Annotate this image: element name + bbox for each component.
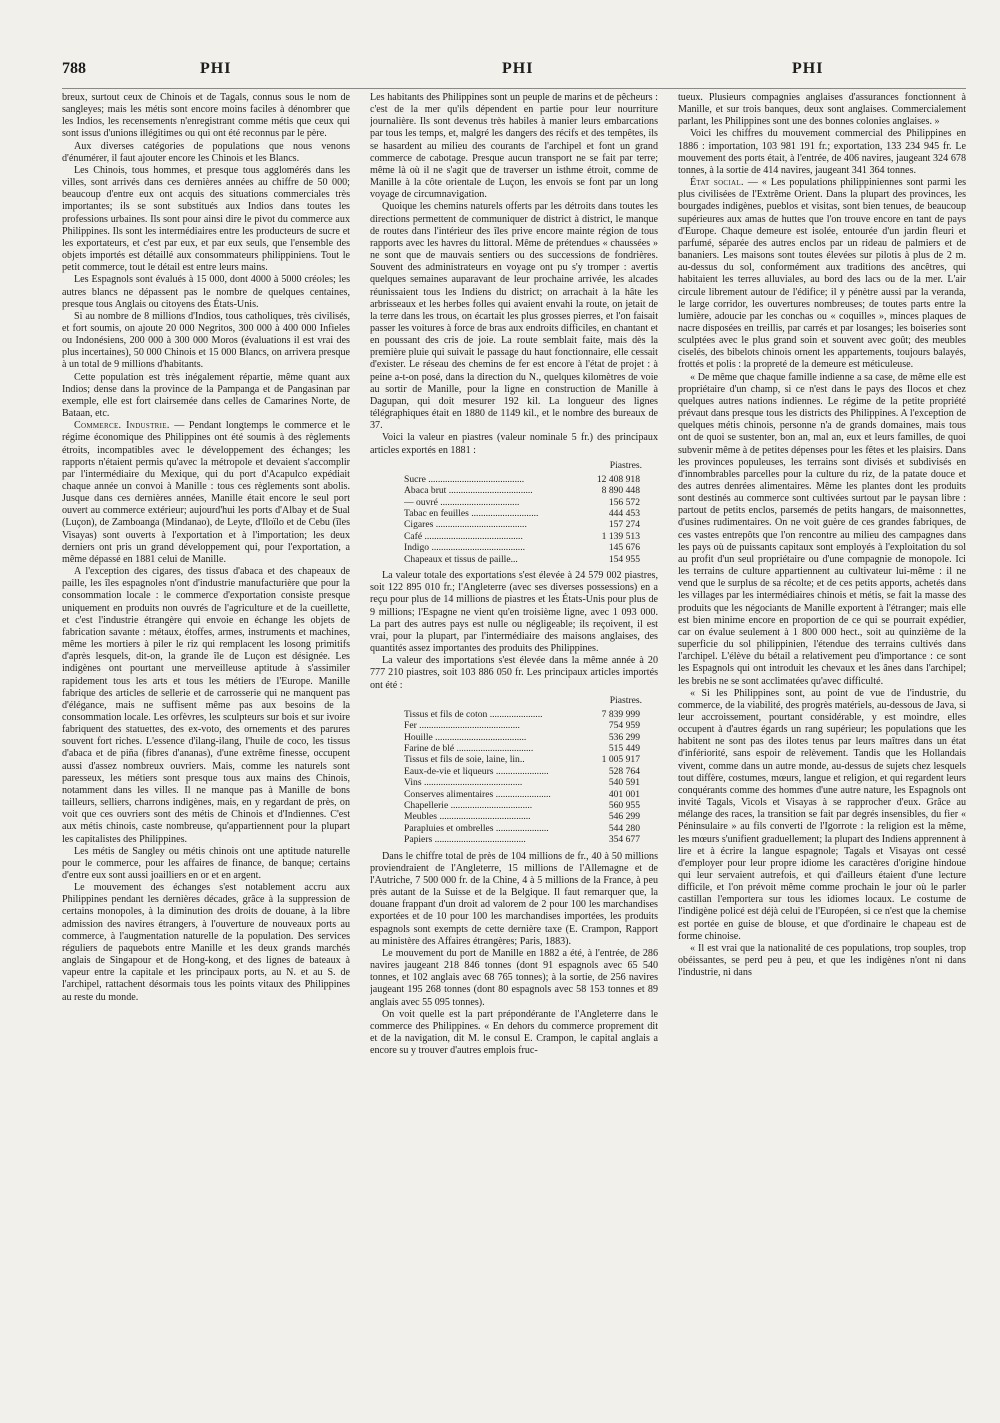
row-label: Chapellerie .................................. bbox=[404, 800, 533, 812]
paragraph-text: La valeur totale des exportations s'est élevée à 24 579 002 piastres, soit 122 895 010 fr.; l'Angleterre (avec ses diverses possessions) en a reçu pour plus de 14 millions de piastres et les États-Unis pour plus de 9 millions; l'Espagne ne vient qu'en troisième ligne, avec 1 093 000. La part des autres pays est nulle ou négligeable; ils reçoivent, il est vrai, pour la plupart, par l'intermédiaire des maisons anglaises, des quantités assez importantes des produits des Philippines. bbox=[370, 570, 658, 655]
row-value: 401 001 bbox=[608, 788, 640, 800]
table-row bbox=[404, 542, 640, 553]
paragraph-text: Voici les chiffres du mouvement commercial des Philippines en 1886 : importation, 103 981 191 fr.; exportation, 133 234 945 fr. Le mouvement des ports était, à l'entrée, de 406 navires, jaugeant 324 678 tonnes, à la sortie de 414 navires, jaugeant 341 364 tonnes. bbox=[678, 128, 966, 176]
row-value: 444 453 bbox=[608, 508, 640, 520]
paragraph-text: Cette population est très inégalement répartie, même quant aux Indios; dense dans la province de la Pampanga et de Pangasinan par exemple, elle est fort clairsemée dans celles de Camarines Norte, de Bataan, etc. bbox=[62, 371, 350, 420]
paragraph bbox=[370, 1009, 658, 1058]
table-row bbox=[404, 789, 640, 800]
column-3 bbox=[678, 92, 966, 1342]
paragraph bbox=[678, 943, 966, 979]
paragraph bbox=[678, 92, 966, 128]
paragraph-text: La valeur des importations s'est élevée dans la même année à 20 777 210 piastres, soit 103 886 050 fr. Les principaux articles importés ont été : bbox=[370, 655, 658, 691]
row-value: 1 005 917 bbox=[601, 754, 640, 766]
row-value: 560 955 bbox=[608, 800, 640, 812]
paragraph-text: Voici la valeur en piastres (valeur nominale 5 fr.) des principaux articles exportés en 1881 : bbox=[370, 432, 658, 456]
row-label: Indigo ....................................... bbox=[404, 542, 525, 554]
table-row bbox=[404, 519, 640, 530]
paragraph-text: « Si les Philippines sont, au point de vue de l'industrie, du commerce, de la viabilité, des progrès matériels, au-dessous de Java, si leur accroissement, pourtant considérable, y est moindre, elles occupent à d'autres égards un rang supérieur; les populations que les habitent ne sont pas des ilotes tenus par leurs maîtres dans un état d'infériorité, sans espoir de relèvement. Tandis que les Hollandais vivent, comme dans un autre monde, au-dessus de sujets chez lesquels tout diffère, costumes, mœurs, langue et religion, et qui regardent leurs conquérants comme des hommes d'une autre nature, les Espagnols ont invité Tagals, Vicols et Visayas à se rapprocher d'eux. Grâce au mélange des races, la transition se fait par degrés insensibles, du fier « Péninsulaire » au fils converti de l'Igorrote : la religion est la même, les mœurs s'unifient graduellement; la plupart des Indiens apprennent à lire et à écrire la langue espagnole; Tagals et Visayas ont cessé d'employer pour leur propre idiome les caractères d'origine hindoue qui leur servaient autrefois, et qui d'ailleurs étaient d'une lecture difficile, et l'on prévoit même comme prochain le jour où le parler castillan l'emportera sur tous les idiomes locaux. Le costume de l'indigène policé est déjà celui de l'Européen, si ce n'est que la chemise est portée en guise de blouse, et que d'ordinaire le chapeau est de forme chinoise. bbox=[678, 687, 966, 942]
paragraph bbox=[678, 688, 966, 943]
paragraph-text: Les Chinois, tous hommes, et presque tous agglomérés dans les villes, sont arrivés dans ces dernières années au chiffre de 50 000; beaucoup d'entre eux ont acquis des situations commerciales très importantes; ils se sont substitués aux Indios dans toutes les professions urbaines. Ils sont pour ainsi dire le pivot du commerce aux Philippines. Ils sont les intermédiaires entre les producteurs de sucre et les exportateurs, et c'est par eux, et par eux seuls, que l'ensemble des objets importés est détaillé aux consommateurs philippiniens. Tout le petit commerce, tout le détail est entre leurs mains. bbox=[62, 164, 350, 274]
row-label: Cigares ...................................... bbox=[404, 519, 527, 531]
row-label: Abaca brut ................................... bbox=[404, 485, 533, 497]
page-header bbox=[62, 60, 966, 90]
row-value: 528 764 bbox=[608, 765, 640, 777]
row-label: Fer .......................................... bbox=[404, 720, 520, 732]
paragraph-text: On voit quelle est la part prépondérante de l'Angleterre dans le commerce des Philippines. « En dehors du commerce proprement dit et de la navigation, dit M. le consul E. Crampon, le capital anglais a encore su y trouver d'autres emplois fruc- bbox=[370, 1008, 658, 1057]
row-value: 156 572 bbox=[608, 496, 640, 508]
column-2 bbox=[370, 92, 658, 1342]
paragraph-text: Le mouvement du port de Manille en 1882 a été, à l'entrée, de 286 navires jaugeant 218 846 tonnes (dont 91 espagnols avec 65 540 tonnes, et 102 anglais avec 68 765 tonnes); à la sortie, de 256 navires jaugeant 195 268 tonnes (dont 80 espagnols avec 58 153 tonnes et 89 anglais avec 55 095 tonnes). bbox=[370, 947, 658, 1008]
section-lead: Commerce. Industrie. bbox=[74, 420, 170, 432]
row-label: Tissus et fils de soie, laine, lin.. bbox=[404, 754, 525, 766]
row-value: 354 677 bbox=[608, 834, 640, 846]
row-value: 546 299 bbox=[608, 811, 640, 823]
table-row bbox=[404, 497, 640, 508]
paragraph-text: Si au nombre de 8 millions d'Indios, tous catholiques, très civilisés, et fort soumis, on ajoute 20 000 Negritos, 300 000 à 400 000 Infieles ou Indonésiens, 200 000 à 300 000 Moros (évaluations il est vrai des plus incertaines), 50 000 Chinois et 15 000 Blancs, on arrivera presque à un total de 9 millions d'habitants. bbox=[62, 310, 350, 371]
row-value: 536 299 bbox=[608, 731, 640, 743]
paragraph-text: Les habitants des Philippines sont un peuple de marins et de pêcheurs : c'est de la mer qu'ils dépendent en partie pour leur nourriture journalière. Ils sont devenus très habiles à manier leurs embarcations par tous les temps, et, malgré les dangers des récifs et des tempêtes, ils se hasardent au milieu des courants de l'archipel et font un grand commerce de cabotage. Presque aucun transport ne se fait par terre; même là où il ne s'agit que de traverser un isthme étroit, comme de Manille à la côte orientale de Luçon, les envois se font par un long voyage de circumnavigation. bbox=[370, 92, 658, 201]
paragraph bbox=[62, 92, 350, 141]
paragraph-text: Aux diverses catégories de populations que nous venons d'énumérer, il faut ajouter encore les Chinois et les Blancs. bbox=[62, 140, 350, 164]
paragraph-text: — Pendant longtemps le commerce et le régime économique des Philippines ont été soumis à des règlements étroits, incompatibles avec le développement des échanges; les rapports n'étaient permis qu'avec la métropole et devaient s'accomplir par l'intermédiaire du Mexique, qui du port d'Acapulco expédiait chaque année un convoi à Manille : tous ces règlements sont abolis. Jusque dans ces dernières années, Manille était encore le seul port ouvert au commerce extérieur; aujourd'hui les ports d'Albay et de Sual (Luçon), de Zamboanga (Mindanao), de Leyte, d'Iloïlo et de Cebu (îles Visayas) sont ouverts à l'exportation et à l'importation; les deux derniers ont pris un grand développement qui, pour l'exportation, a même dépassé en 1881 celui de Manille. bbox=[62, 420, 350, 565]
paragraph-text: breux, surtout ceux de Chinois et de Tagals, connus sous le nom de sangleyes; mais les métis sont encore moins faciles à dénombrer que les Indios, les recensements n'enregistrant comme métis que ceux qui sont issus d'unions illégitimes ou qui ont été reconnus par le père. bbox=[62, 92, 350, 140]
row-label: Eaux-de-vie et liqueurs ...................... bbox=[404, 765, 549, 777]
row-label: Meubles ...................................... bbox=[404, 811, 531, 823]
row-label: Tissus et fils de coton ...................... bbox=[404, 708, 543, 720]
row-value: 515 449 bbox=[608, 743, 640, 755]
row-value: 154 955 bbox=[608, 553, 640, 565]
row-value: 145 676 bbox=[608, 542, 640, 554]
page-number: 788 bbox=[62, 60, 86, 77]
row-value: 540 591 bbox=[608, 777, 640, 789]
paragraph-text: Le mouvement des échanges s'est notablement accru aux Philippines pendant les dernières décades, grâce à la suppression de certains monopoles, à la diminution des droits de douane, à la libre admission des navires étrangers, à l'ouverture de nouveaux ports au commerce, à l'augmentation naturelle de la population. Des services réguliers de paquebots entre Manille et les deux grands marchés anglais de Singapour et de Hong-kong, et des lignes de bateaux à vapeur entre la capitale et les principaux ports, au N. et au S. de l'archipel, rattachent désormais tous les points vitaux des Philippines au reste du monde. bbox=[62, 882, 350, 1003]
paragraph-text: Quoique les chemins naturels offerts par les détroits dans toutes les directions permettent de communiquer de district à district, le manque de routes dans l'intérieur des îles prive encore mainte région de tous rapports avec les havres du littoral. Même de prétendues « chaussées » ne sont que de mauvais sentiers ou des successions de fondrières. Souvent des administrateurs en voyage ont pu s'y tromper : avertis quelques semaines auparavant de leur prochaine arrivée, les alcades réunissaient tous les Indiens du district; on arrachait à la hâte les arbrisseaux et les herbes folles qui avaient envahi la route, on jetait de la terre dans les trous, on écartait les plus grosses pierres, et l'on faisait passer les voitures à force de bras aux endroits difficiles, en chantant et en poussant des cris de joie. La route semblait faite, mais dès la première pluie qui suivait le passage du haut fonctionnaire, elle cessait d'exister. Le réseau des chemins de fer est encore à l'état de projet : à peine a-t-on posé, dans la direction du N., quelques kilomètres de voie au sortir de Manille, pour la ligne en construction de Manille à Dagupan, qui doit mesurer 192 kil. La longueur des lignes télégraphiques était en 1880 de 1149 kil., et le nombre des bureaux de 37. bbox=[370, 201, 658, 432]
table-row bbox=[404, 720, 640, 731]
header-rule bbox=[62, 88, 966, 89]
paragraph bbox=[62, 846, 350, 882]
table-row bbox=[404, 732, 640, 743]
paragraph bbox=[62, 566, 350, 846]
running-head-right: PHI bbox=[792, 60, 824, 77]
paragraph-text: Les métis de Sangley ou métis chinois ont une aptitude naturelle pour le commerce, pour les affaires de finance, de banque; certains d'entre eux sont aussi joailliers en or et en argent. bbox=[62, 845, 350, 881]
row-label: Parapluies et ombrelles ...................... bbox=[404, 822, 549, 834]
paragraph bbox=[62, 165, 350, 274]
row-label: Vins ......................................... bbox=[404, 777, 523, 789]
paragraph-text: tueux. Plusieurs compagnies anglaises d'assurances fonctionnent à Manille, et sur trois banques, deux sont anglaises. Commercialement parlant, les Philippines sont une des bonnes colonies anglaises. » bbox=[678, 92, 966, 128]
row-label: Tabac en feuilles ............................ bbox=[404, 508, 539, 520]
imports-unit: Piastres. bbox=[609, 694, 642, 706]
table-row bbox=[404, 754, 640, 765]
paragraph-text: — « Les populations philippiniennes sont parmi les plus civilisées de l'Extrême Orient. Dans la plupart des provinces, les bourgades indigènes, pueblos et visitas, sont bien tenues, de beaucoup supérieures aux amas de huttes que l'on trouve encore en tant de pays d'Europe. Chaque demeure est isolée, entourée d'un jardin fleuri et parfumé, séparée des autres enclos par un rideau de palmiers et de bananiers. Les maisons sont toutes élevées sur pilotis à plus de 2 m. au-dessus du sol, conformément aux traditions des ancêtres, qui habitaient les terres alluviales, au bord des lacs ou de la mer. L'air circule librement autour de l'édifice; il y pénètre aussi par la veranda, le large corridor, les ouvertures nombreuses; de toutes parts entre la lumière, adoucie par les conchas ou « coquilles », minces plaques de nacre disposées en treillis, par carrés et par losanges; les boiseries sont sculptées avec le plus grand soin et souvent avec goût; des meubles ciselés, des bibelots chinois ornent les appartements, toujours balayés, frottés et polis : la propreté de la demeure est méticuleuse. bbox=[678, 177, 966, 371]
table-row bbox=[404, 777, 640, 788]
row-value: 157 274 bbox=[608, 519, 640, 531]
table-row bbox=[404, 766, 640, 777]
paragraph-text: « De même que chaque famille indienne a sa case, de même elle est propriétaire d'un champ, si ce n'est dans le pays des Ilocos et chez quelques autres nations indiennes. Le régime de la petite propriété prévaut dans presque tous les districts des Philippines. A l'exception de quelques métis chinois, personne n'a de grands domaines, mais tous ont de quoi se sustenter, bon an, mal an, eux et leurs familles, de quoi subvenir même à de petites dépenses pour les fêtes et les plaisirs. Dans les provinces populeuses, les terrains sont divisés et subdivisés en d'innombrables parcelles pour la culture du riz, de la patate douce et des autres denrées alimentaires. Même les plantes dont les produits sont destinés au commerce sont cultivées surtout par le paysan libre : partout de petits enclos, parsemés de petits hangars, de maisonnettes, d'usines rudimentaires. On ne voit guère de ces grandes fabriques, de ces vastes entrepôts que l'on rencontre au milieu des campagnes dans les pays où de puissants capitaux sont employés à l'exploitation du sol au profit d'un seul propriétaire ou d'une compagnie de monopole. Ici les terrains de culture appartiennent au cultivateur lui-même : il ne vend que le surplus de sa récolte; et de ces petits apports, achetés dans les villages par les intermédiaires chinois et métis, se fait la masse des produits que les négociants de Manille exportent à l'étranger; mais elle est bien minime encore en proportion de ce qui se pourrait expédier, car on évalue seulement à 1 800 000 hect., soit au quinzième de la superficie du sol philippinien, l'étendue des terrains cultivés dans l'archipel. L'élève du bétail a relativement peu d'importance : ce sont les Espagnols qui ont introduit les chevaux et les ânes dans l'archipel; les brebis ne se sont acclimatées qu'avec difficulté. bbox=[678, 371, 966, 687]
exports-unit: Piastres. bbox=[609, 459, 642, 471]
paragraph bbox=[370, 570, 658, 655]
paragraph bbox=[62, 372, 350, 421]
paragraph bbox=[62, 274, 350, 310]
paragraph bbox=[370, 948, 658, 1009]
table-row bbox=[404, 485, 640, 496]
running-head-left: PHI bbox=[200, 60, 232, 77]
column-1 bbox=[62, 92, 350, 1342]
paragraph bbox=[678, 177, 966, 372]
column-2-text-middle bbox=[370, 570, 658, 692]
exports-table bbox=[404, 474, 640, 565]
table-row bbox=[404, 709, 640, 720]
table-row bbox=[404, 508, 640, 519]
table-row bbox=[404, 474, 640, 485]
paragraph bbox=[370, 851, 658, 948]
paragraph bbox=[62, 882, 350, 1004]
row-value: 544 280 bbox=[608, 822, 640, 834]
section-lead: État social. bbox=[690, 177, 744, 189]
column-2-text-after bbox=[370, 851, 658, 1058]
table-row bbox=[404, 834, 640, 845]
running-head-center: PHI bbox=[502, 60, 534, 77]
row-value: 1 139 513 bbox=[601, 530, 640, 542]
table-row bbox=[404, 531, 640, 542]
paragraph-text: Les Espagnols sont évalués à 15 000, dont 4000 à 5000 créoles; les autres blancs ne dépassent pas le nombre de quelques centaines, presque tous Anglais ou citoyens des États-Unis. bbox=[62, 274, 350, 310]
imports-table bbox=[404, 709, 640, 846]
row-label: Houille ...................................... bbox=[404, 731, 527, 743]
paragraph bbox=[678, 128, 966, 177]
row-value: 8 890 448 bbox=[601, 485, 640, 497]
paragraph bbox=[678, 372, 966, 688]
paragraph bbox=[370, 655, 658, 691]
row-label: Conserves alimentaires ....................... bbox=[404, 788, 551, 800]
paragraph bbox=[62, 420, 350, 566]
table-row bbox=[404, 743, 640, 754]
table-row bbox=[404, 554, 640, 565]
paragraph bbox=[62, 141, 350, 165]
table-row bbox=[404, 823, 640, 834]
paragraph bbox=[370, 92, 658, 201]
row-label: Chapeaux et tissus de paille... bbox=[404, 553, 518, 565]
paragraph bbox=[62, 311, 350, 372]
row-label: Sucre ........................................ bbox=[404, 473, 525, 485]
table-row bbox=[404, 811, 640, 822]
row-label: Papiers ...................................... bbox=[404, 834, 526, 846]
row-label: Farine de blé ................................ bbox=[404, 743, 534, 755]
paragraph-text: A l'exception des cigares, des tissus d'abaca et des chapeaux de paille, les îles espagnoles n'ont d'industrie manufacturière que pour la consommation locale : le commerce d'exportation consiste presque uniquement en produits non ouvrés de l'agriculture et de la cueillette, et c'est l'industrie étrangère qui envoie en échange les objets de fabrication savante : métaux, étoffes, armes, instruments et machines, même les mortiers à piler le riz qui remplacent les losong primitifs d'après lesquels, dit-on, la grande île de Luçon est désignée. Les indigènes ont pourtant une merveilleuse aptitude à s'assimiler rapidement tous les arts et tous les métiers de l'Europe. Manille fabrique des articles de sellerie et de carrosserie qui ne manquent pas d'élégance, mais ne suffisent même pas aux besoins de la consommation locale. Les orfèvres, les sculpteurs sur bois et sur ivoire fabriquent des statuettes, des ex-voto, des ornements et des parures souvent fort riches. L'essence d'ilang-ilang, l'huile de coco, les tissus d'abaca et de piña (fibres d'ananas), d'une extrême finesse, occupent aussi d'assez nombreux ouvriers. Mais, comme les naturels sont paresseux, les métiers sont presque tous aux mains des Chinois, notamment dans les villes. Il ne manque pas à Manille de bons tailleurs, selliers, charrons indigènes, mais, en y regardant de près, on voit que ces ouvriers sont des métis de Chinois et d'Indiennes. C'est aux métis chinois, caste nombreuse, qu'appartiennent pour la plupart les capitalistes des Philippines. bbox=[62, 566, 350, 845]
column-2-text-before bbox=[370, 92, 658, 457]
table-row bbox=[404, 800, 640, 811]
row-label: Café ......................................... bbox=[404, 530, 523, 542]
row-value: 754 959 bbox=[608, 720, 640, 732]
row-value: 7 839 999 bbox=[601, 708, 640, 720]
paragraph bbox=[370, 432, 658, 456]
paragraph-text: « Il est vrai que la nationalité de ces populations, trop souples, trop obéissantes, se perd peu à peu, et que les indigènes n'ont ni dans l'industrie, ni dans bbox=[678, 942, 966, 979]
row-label: — ouvré ................................. bbox=[404, 496, 520, 508]
row-value: 12 408 918 bbox=[596, 473, 640, 485]
paragraph bbox=[370, 201, 658, 432]
paragraph-text: Dans le chiffre total de près de 104 millions de fr., 40 à 50 millions proviendraient de l'Angleterre, 15 millions de l'Allemagne et de l'Autriche, 7 500 000 fr. de la Chine, 4 à 5 millions de la France, à peu près autant de la Suisse et de la Belgique. Il faut remarquer que, la douane frappant d'un droit ad valorem de 2 pour 100 les marchandises exportées et de 10 pour 100 les marchandises importées, les produits espagnols sont exempts de cette dernière taxe (E. Crampon, Rapport au ministère des Affaires étrangères; Paris, 1883). bbox=[370, 850, 658, 947]
